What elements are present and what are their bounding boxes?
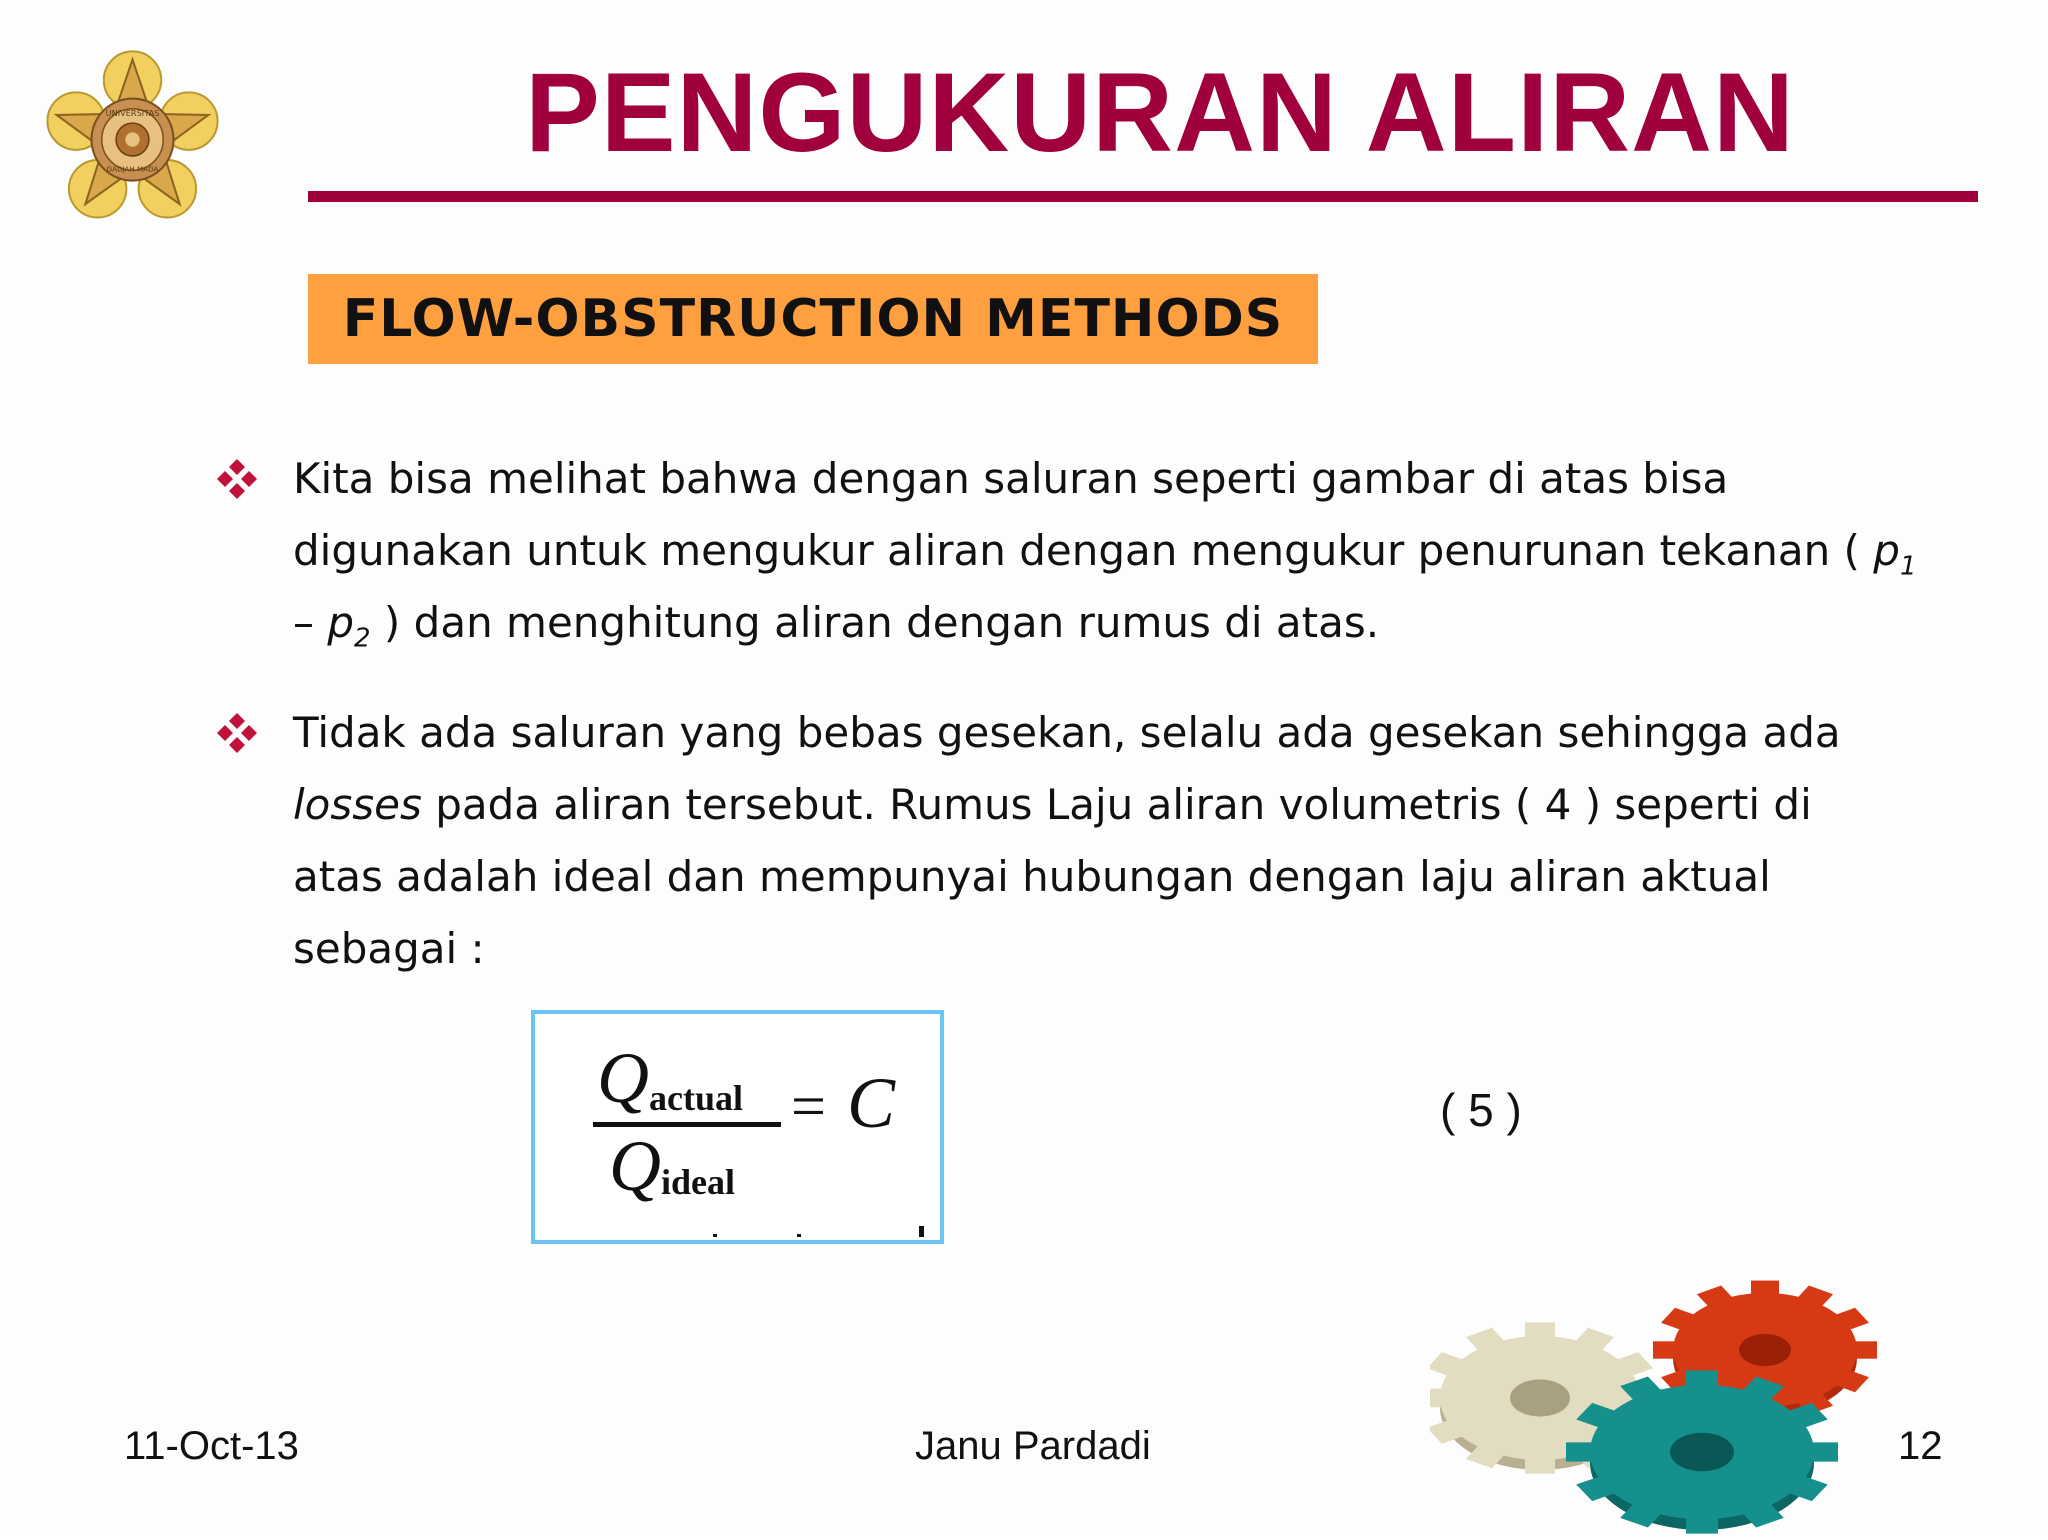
- equals-sign: =: [791, 1073, 826, 1141]
- section-label: FLOW-OBSTRUCTION METHODS: [342, 289, 1284, 349]
- diamond-bullet-icon: [215, 457, 259, 501]
- university-seal-icon: [30, 45, 235, 230]
- equation-number: ( 5 ): [1440, 1084, 1522, 1136]
- bullet-2-line-1: Tidak ada saluran yang bebas gesekan, selalu ada gesekan sehingga ada: [293, 708, 1841, 757]
- p1-subscript: 1: [1899, 551, 1917, 582]
- footer-date: 11-Oct-13: [124, 1424, 299, 1468]
- cropped-text-remnant: [713, 1226, 924, 1237]
- p1-symbol: p: [1873, 526, 1900, 575]
- numerator-subscript: actual: [649, 1078, 743, 1118]
- numerator-symbol: Q: [597, 1038, 649, 1118]
- diamond-bullet-icon: [215, 711, 259, 755]
- denominator-subscript: ideal: [661, 1162, 736, 1202]
- bullet-1-line-3: [293, 587, 1893, 659]
- footer-author: Janu Pardadi: [915, 1424, 1151, 1468]
- losses-word: losses: [293, 780, 422, 829]
- title-underline: [308, 191, 1978, 202]
- bullet-1-line-2: [293, 515, 1917, 587]
- denominator-symbol: Q: [609, 1126, 661, 1206]
- bullet-2-line-2-text: pada aliran tersebut. Rumus Laju aliran volumetris ( 4 ) seperti di: [421, 780, 1812, 829]
- bullet-2-line-2: [293, 769, 1893, 841]
- page-title: PENGUKURAN ALIRAN: [525, 50, 1795, 175]
- bullet-1-line-2-text: digunakan untuk mengukur aliran dengan mengukur penurunan tekanan (: [293, 526, 1874, 575]
- coefficient-c: C: [847, 1063, 896, 1143]
- page-number: 12: [1898, 1424, 1943, 1468]
- bullet-2-line-4: sebagai :: [293, 924, 485, 973]
- formula-box: [531, 1010, 944, 1244]
- logo-text-top: UNIVERSITAS: [105, 107, 160, 118]
- p2-symbol: p: [327, 598, 355, 647]
- bullet-1-line-1: Kita bisa melihat bahwa dengan saluran seperti gambar di atas bisa: [293, 454, 1729, 503]
- section-header: [308, 274, 1318, 364]
- bullet-text-2: [293, 697, 1893, 985]
- bullet-2-line-3: atas adalah ideal dan mempunyai hubungan dengan laju aliran aktual: [293, 852, 1771, 901]
- bullet-1-line-3-text: ) dan menghitung aliran dengan rumus di atas.: [370, 598, 1380, 647]
- gears-icon: [1430, 1250, 1910, 1540]
- bullet-text-1: [293, 443, 1917, 659]
- dash: –: [293, 598, 328, 647]
- p2-subscript: 2: [354, 623, 371, 654]
- logo-text-bottom: GADJAH MADA: [106, 164, 159, 174]
- formula-equation: [535, 1014, 940, 1240]
